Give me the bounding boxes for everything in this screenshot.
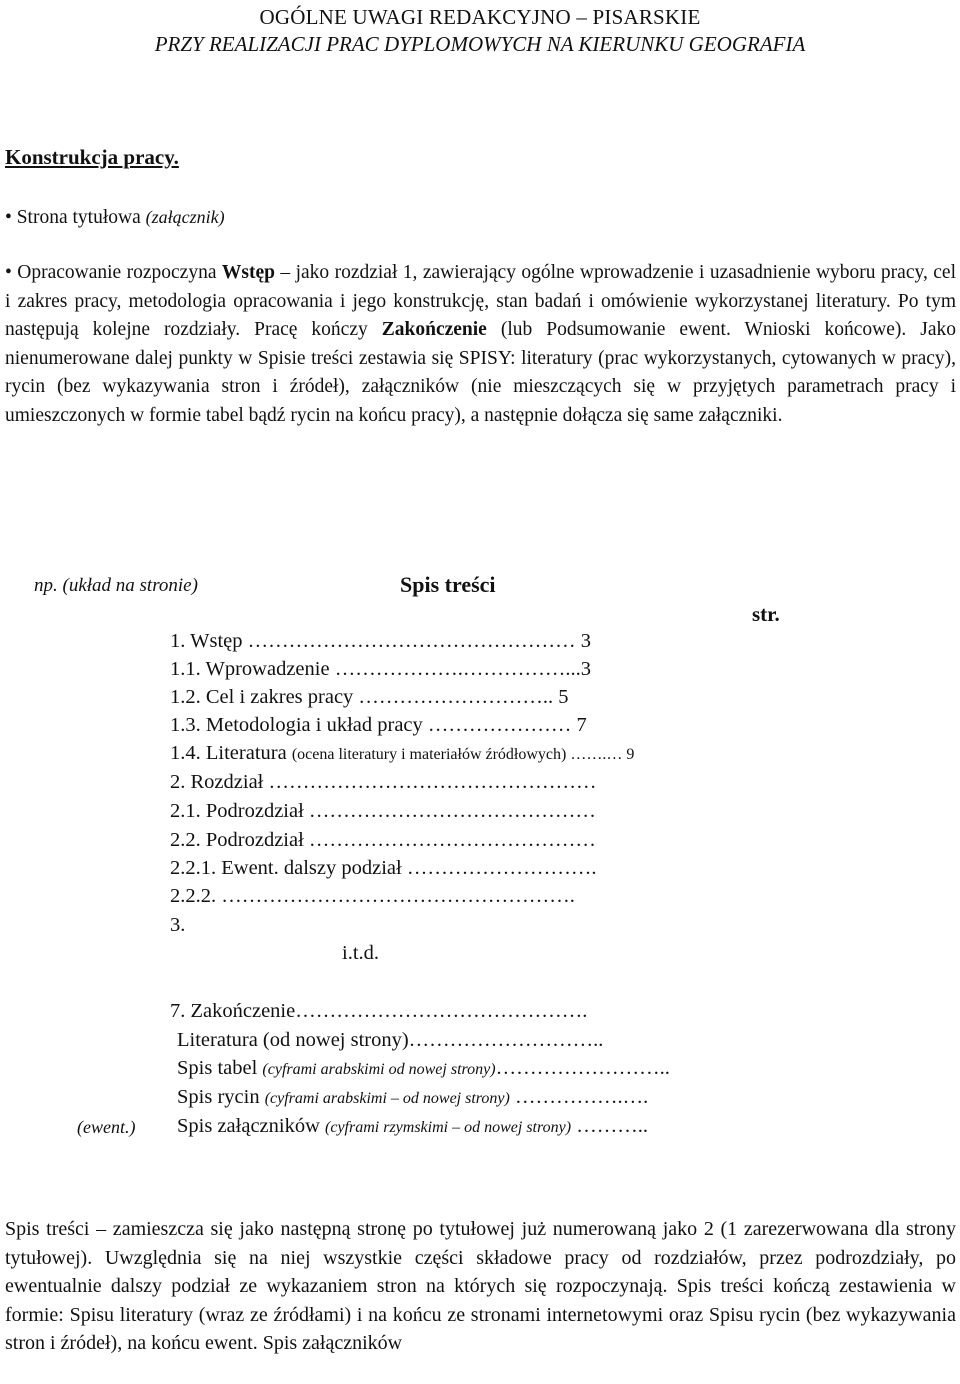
toc-entry: 1.2. Cel i zakres pracy ……………………….. 5 (170, 686, 569, 708)
toc-entry: 2. Rozdział ………………………………………… (170, 771, 597, 793)
toc-entry: i.t.d. (342, 942, 380, 964)
toc-entry-literatura (170, 742, 634, 765)
toc-entry: 2.2.1. Ewent. dalszy podział ………………………. (170, 857, 597, 879)
toc-entry-label: Spis rycin (177, 1086, 260, 1108)
toc-entry-dots: ……….. (571, 1115, 648, 1137)
header-title-line1: OGÓLNE UWAGI REDAKCYJNO – PISARSKIE (259, 5, 701, 29)
toc-entry: 1. Wstęp ………………………………………… 3 (170, 630, 592, 652)
header-title-line2: PRZY REALIZACJI PRAC DYPLOMOWYCH NA KIERUNKU GEOGRAFIA (154, 32, 806, 56)
toc-entry-rycin (177, 1086, 648, 1109)
toc-entry: 7. Zakończenie……………………………………. (170, 1000, 588, 1022)
toc-entry: 3. (170, 914, 186, 936)
paragraph-part3: (lub Podsumowanie ewent. Wnioski końcowe). Jako nienumerowane dalej punkty w Spisie treści zestawia się SPISY: literatury (prac wykorzystanych, cytowanych w pracy), rycin (bez wykazywania stron i źródeł), załączników (nie mieszczących się w przyjętych parametrach pracy i umieszczonych w formie tabel bądź rycin na końcu pracy), a następnie dołącza się same załączniki. (5, 319, 957, 426)
bullet-note: (załącznik) (145, 207, 225, 227)
wstep-term: Wstęp (221, 262, 275, 283)
toc-entry-note: (ocena literatury i materiałów źródłowych) …….… 9 (291, 746, 635, 763)
toc-entry-dots: …………….…. (509, 1086, 649, 1108)
toc-entry-note: (cyframi rzymskimi – od nowej strony) (325, 1119, 572, 1136)
zakonczenie-term: Zakończenie (381, 319, 487, 341)
bullet-marker: • (5, 207, 12, 228)
bullet-structure-paragraph (5, 259, 956, 431)
bullet-text: Strona tytułowa (16, 207, 141, 228)
example-label: np. (układ na stronie) (34, 575, 198, 596)
toc-title: Spis treści (400, 572, 496, 597)
toc-entry: 2.2. Podrozdział …………………………………… (170, 829, 596, 851)
toc-entry: 1.1. Wprowadzenie ……………….……………...3 (170, 658, 591, 680)
bullet-marker: • (5, 262, 12, 283)
toc-page-header: str. (752, 602, 780, 626)
toc-entry: 1.3. Metodologia i układ pracy ………………… 7 (170, 714, 587, 736)
toc-entry-note: (cyframi arabskimi od nowej strony) (262, 1061, 496, 1078)
toc-entry: Literatura (od nowej strony)……………………….. (177, 1029, 604, 1051)
toc-entry-label: 1.4. Literatura (170, 742, 287, 764)
paragraph-part1: Opracowanie rozpoczyna (17, 262, 217, 283)
section-heading: Konstrukcja pracy. (5, 145, 179, 169)
toc-entry-tabel (177, 1057, 670, 1080)
toc-entry-note: (cyframi arabskimi – od nowej strony) (264, 1090, 510, 1107)
toc-entry: 2.1. Podrozdział …………………………………… (170, 800, 596, 822)
toc-entry-zalacznikow (177, 1115, 648, 1138)
toc-entry-label: Spis załączników (177, 1115, 320, 1137)
toc-entry: 2.2.2. ……………………………………………. (170, 885, 575, 907)
toc-entry-label: Spis tabel (177, 1057, 258, 1079)
bottom-paragraph: Spis treści – zamieszcza się jako następną stronę po tytułowej już numerowaną jako 2 (1 zarezerwowana dla strony tytułowej). Uwzględnia się na niej wszystkie części składowe pracy od rozdziałów, przez podrozdziały, po ewentualnie dalszy podział ze wykazaniem stron na których się rozpoczynają. Spis treści kończą zestawienia w formie: Spisu literatury (wraz ze źródłami) i na końcu ze stronami internetowymi oraz Spisu rycin (bez wykazywania stron i źródeł), na końcu ewent. Spis załączników (5, 1218, 956, 1355)
ewent-label: (ewent.) (77, 1117, 136, 1137)
paragraph-part2: – jako rozdział 1, zawierający ogólne wprowadzenie i uzasadnienie wyboru pracy, cel i zakres pracy, metodologia opracowania i jego konstrukcję, stan badań i omówienie wykorzystanej literatury. Po tym następują kolejne rozdziały. Pracę kończy (5, 262, 956, 341)
toc-entry-dots: …………………….. (495, 1057, 670, 1079)
bullet-title-page (5, 203, 956, 233)
